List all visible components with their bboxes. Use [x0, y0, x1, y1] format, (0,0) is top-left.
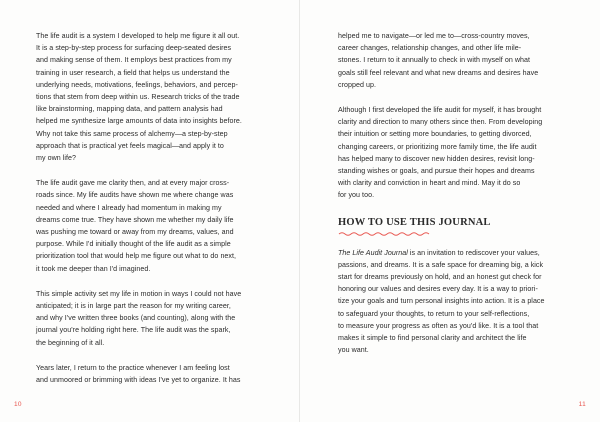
right-text-column: [338, 30, 583, 369]
journal-paragraph: [338, 247, 583, 357]
squiggle-underline-icon: [338, 231, 430, 237]
body-paragraph: Years later, I return to the practice whenever I am feeling lost and unmoored or brimming with ideas I've yet to organize. It has: [36, 363, 241, 385]
body-paragraph: Although I first developed the life audit for myself, it has brought clarity and direction to many others since then. From developing their intuition or setting more boundaries, to getting divorced, changing careers, or prioritizing more family time, the life audit has helped many to discover new hidden desires, revisit long- standing wishes or goals, and pursue their hopes and dreams with clarity and conviction in heart and mind. May it do so for you too.: [338, 106, 543, 200]
journal-paragraph-text: is an invitation to rediscover your values, passions, and dreams. It is a safe space for dreaming big, a kick start for dreams previously on hold, and an honest gut check for honoring our values and desires every day. It is a way to priori- tize your goals and turn personal insights into action. It is a place to safeguard your thoughts, to return to your self-reflections, to measure your progress as often as you'd like. It is a tool that makes it simple to find personal clarity and architect the life you want.: [338, 248, 545, 355]
page-number: 10: [14, 401, 22, 408]
right-page: [300, 0, 600, 422]
section-heading: HOW TO USE THIS JOURNAL: [338, 216, 491, 228]
page-number: 11: [578, 401, 586, 408]
left-text-column: [36, 30, 281, 399]
body-paragraph: The life audit is a system I developed to help me figure it all out. It is a step-by-step process for surfacing deep-seated desires and making sense of them. It employs best practices from my training in user research, a field that helps us understand the underlying needs, motivations, feelings, behaviors, and percep- tions that stem from deep within us. Research tricks of the trade like brainstorming, mapping data, and pattern analysis had helped me synthesize large amounts of data into insights before. Why not take this same process of alchemy—a step-by-step approach that is practical yet feels magical—and apply it to my own life?: [36, 32, 242, 163]
body-paragraph: This simple activity set my life in motion in ways I could not have anticipated; it is in large part the reason for my writing career, and why I've written three books (and counting), along with the journal you're holding right here. The life audit was the spark, the beginning of it all.: [36, 289, 242, 347]
body-paragraph: helped me to navigate—or led me to—cross-country moves, career changes, relationship changes, and other life mile- stones. I return to it annually to check in with myself on what goals still feel relevant and what new dreams and desires have cropped up.: [338, 32, 539, 89]
journal-title: The Life Audit Journal: [338, 248, 408, 257]
body-paragraph: The life audit gave me clarity then, and at every major cross- roads since. My life audits have shown me where change was needed and where I already had momentum in making my dreams come true. They have shown me whether my daily life was pushing me toward or away from my dreams, values, and purpose. While I'd initially thought of the life audit as a simple prioritization tool that would help me figure out what to do next, it took me deeper than I'd imagined.: [36, 179, 237, 273]
